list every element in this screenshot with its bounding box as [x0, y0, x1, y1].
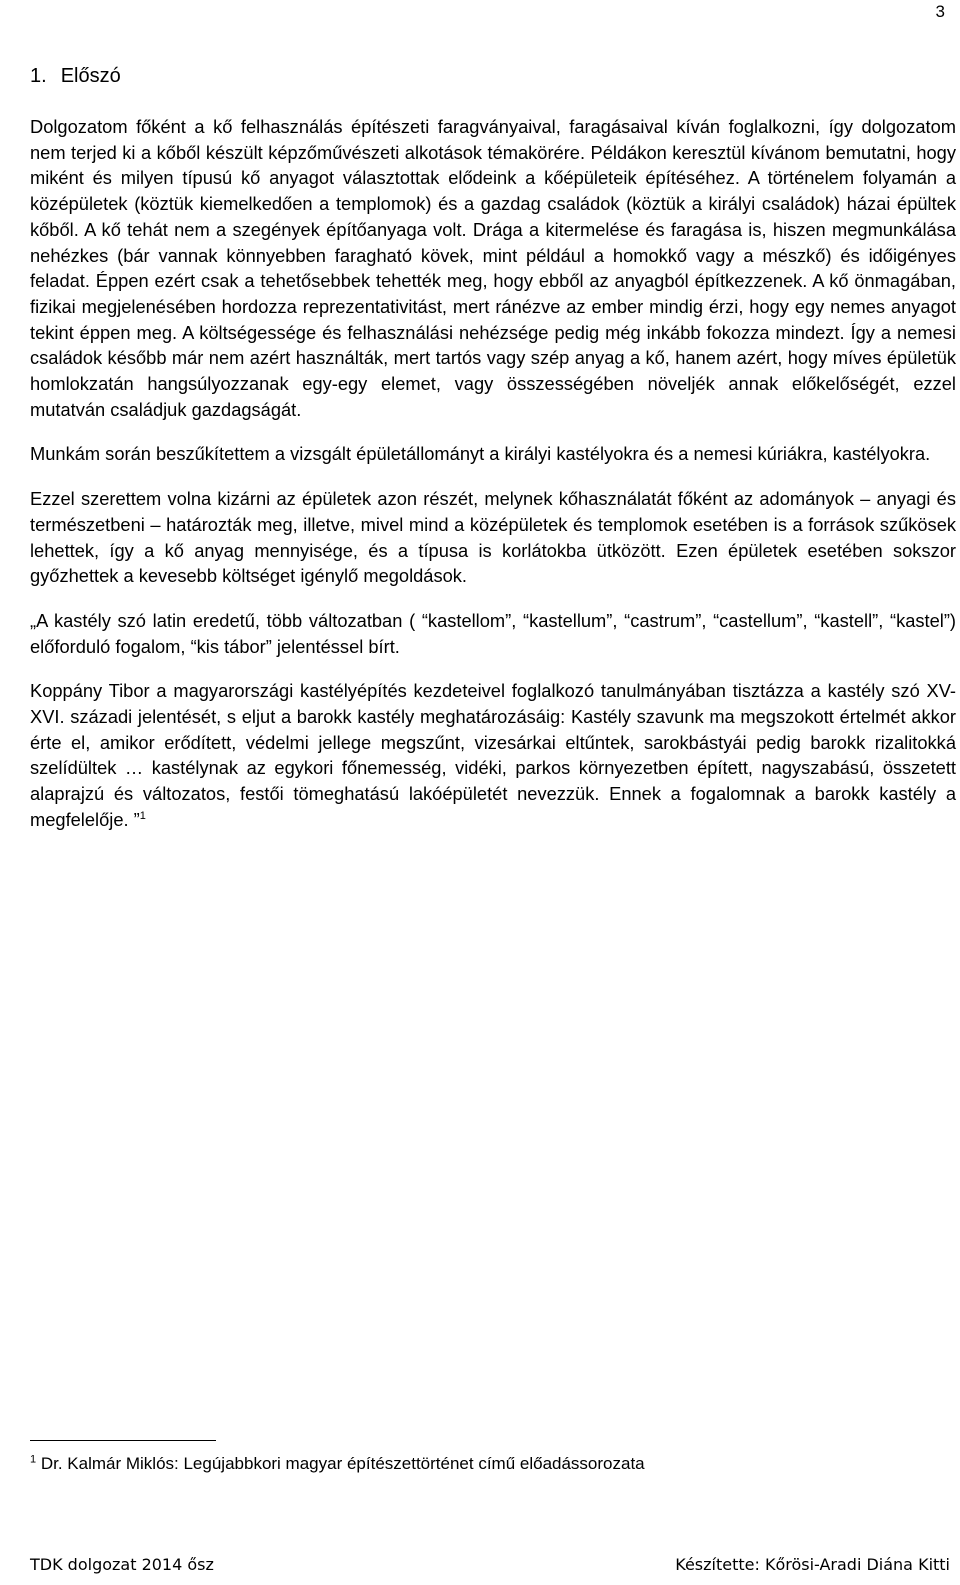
- footnote-reference[interactable]: 1: [139, 809, 146, 822]
- page-footer: [30, 1555, 950, 1574]
- paragraph-5-text: Koppány Tibor a magyarországi kastélyépítés kezdeteivel foglalkozó tanulmányában tisztázza a kastély szó XV-XVI. századi jelentését, s eljut a barokk kastély meghatározásáig: Kastély szavunk ma megszokott értelmét akkor érte el, amikor erődített, védelmi jellege megszűnt, vizesárkai eltűntek, sarokbástyái pedig barokk rizalitokká szelídültek … kastélynak az egykori főnemesség, vidéki, parkos környezetben épített, nagyszabású, összetett alaprajzú és változatos, festői tömeghatású lakóépületét nevezzük. Ennek a fogalomnak a barokk kastély a megfelelője. ”: [30, 680, 956, 830]
- footnote-text: Dr. Kalmár Miklós: Legújabbkori magyar építészettörténet című előadássorozata: [36, 1454, 645, 1473]
- paragraph-2: Munkám során beszűkítettem a vizsgált épületállományt a királyi kastélyokra és a nemesi kúriákra, kastélyokra.: [30, 443, 931, 465]
- paragraph-3: Ezzel szerettem volna kizárni az épületek azon részét, melynek kőhasználatát főként az adományok – anyagi és természetbeni – határozták meg, illetve, mivel mind a középületek és templomok esetében is a források szűkösek lehettek, így a kő anyag mennyisége, és a típusa is korlátokba ütközött. Ezen épületek esetében sokszor győzhettek a kevesebb költséget igénylő megoldások.: [30, 488, 956, 587]
- footnote-separator: [30, 1440, 216, 1441]
- heading-number: 1.: [30, 65, 47, 87]
- document-body: [30, 62, 956, 852]
- paragraph-5: [30, 678, 956, 832]
- footnote: [30, 1454, 645, 1474]
- footnote-marker: 1: [30, 1453, 37, 1466]
- paragraph-1: Dolgozatom főként a kő felhasználás építészeti faragványaival, faragásaival kíván foglalkozni, így dolgozatom nem terjed ki a kőből készült képzőművészeti alkotások témakörére. Példákon keresztül kívánom bemutatni, hogy miként és milyen típusú kő anyagot választottak elődeink a kőépületeik építéséhez. A történelem folyamán a középületek (köztük kiemelkedően a templomok) és a gazdag családok (köztük a királyi családok) házai épültek kőből. A kő tehát nem a szegények építőanyaga volt. Drága a kitermelése és faragása is, hiszen megmunkálása nehézkes (bár vannak könnyebben faragható kövek, mint például a homokkő vagy a mészkő) és időigényes feladat. Éppen ezért csak a tehetősebbek tehették meg, hogy ebből az anyagból építkezzenek. A kő önmagában, fizikai megjelenésében hordozza reprezentativitást, mert ránézve az ember mindig érzi, hogy egy nemes anyagot tekint éppen meg. A költségessége és felhasználási nehézsége pedig még inkább fokozza mindezt. Így a nemesi családok később már nem azért használták, mert tartós vagy szép anyag a kő, hanem azért, hogy míves épületük homlokzatán hangsúlyozzanak egy-egy elemet, vagy összességében növeljék annak előkelőségét, ezzel mutatván családjuk gazdagságát.: [30, 116, 956, 420]
- footer-left: TDK dolgozat 2014 ősz: [30, 1555, 214, 1574]
- section-heading: [30, 62, 956, 90]
- page-number: 3: [935, 2, 945, 21]
- heading-title: Előszó: [60, 65, 121, 87]
- footer-right: Készítette: Kőrösi-Aradi Diána Kitti: [675, 1555, 950, 1574]
- paragraph-4: „A kastély szó latin eredetű, több változatban ( “kastellom”, “kastellum”, “castrum”, “castellum”, “kastell”, “kastel”) előforduló fogalom, “kis tábor” jelentéssel bírt.: [30, 609, 956, 657]
